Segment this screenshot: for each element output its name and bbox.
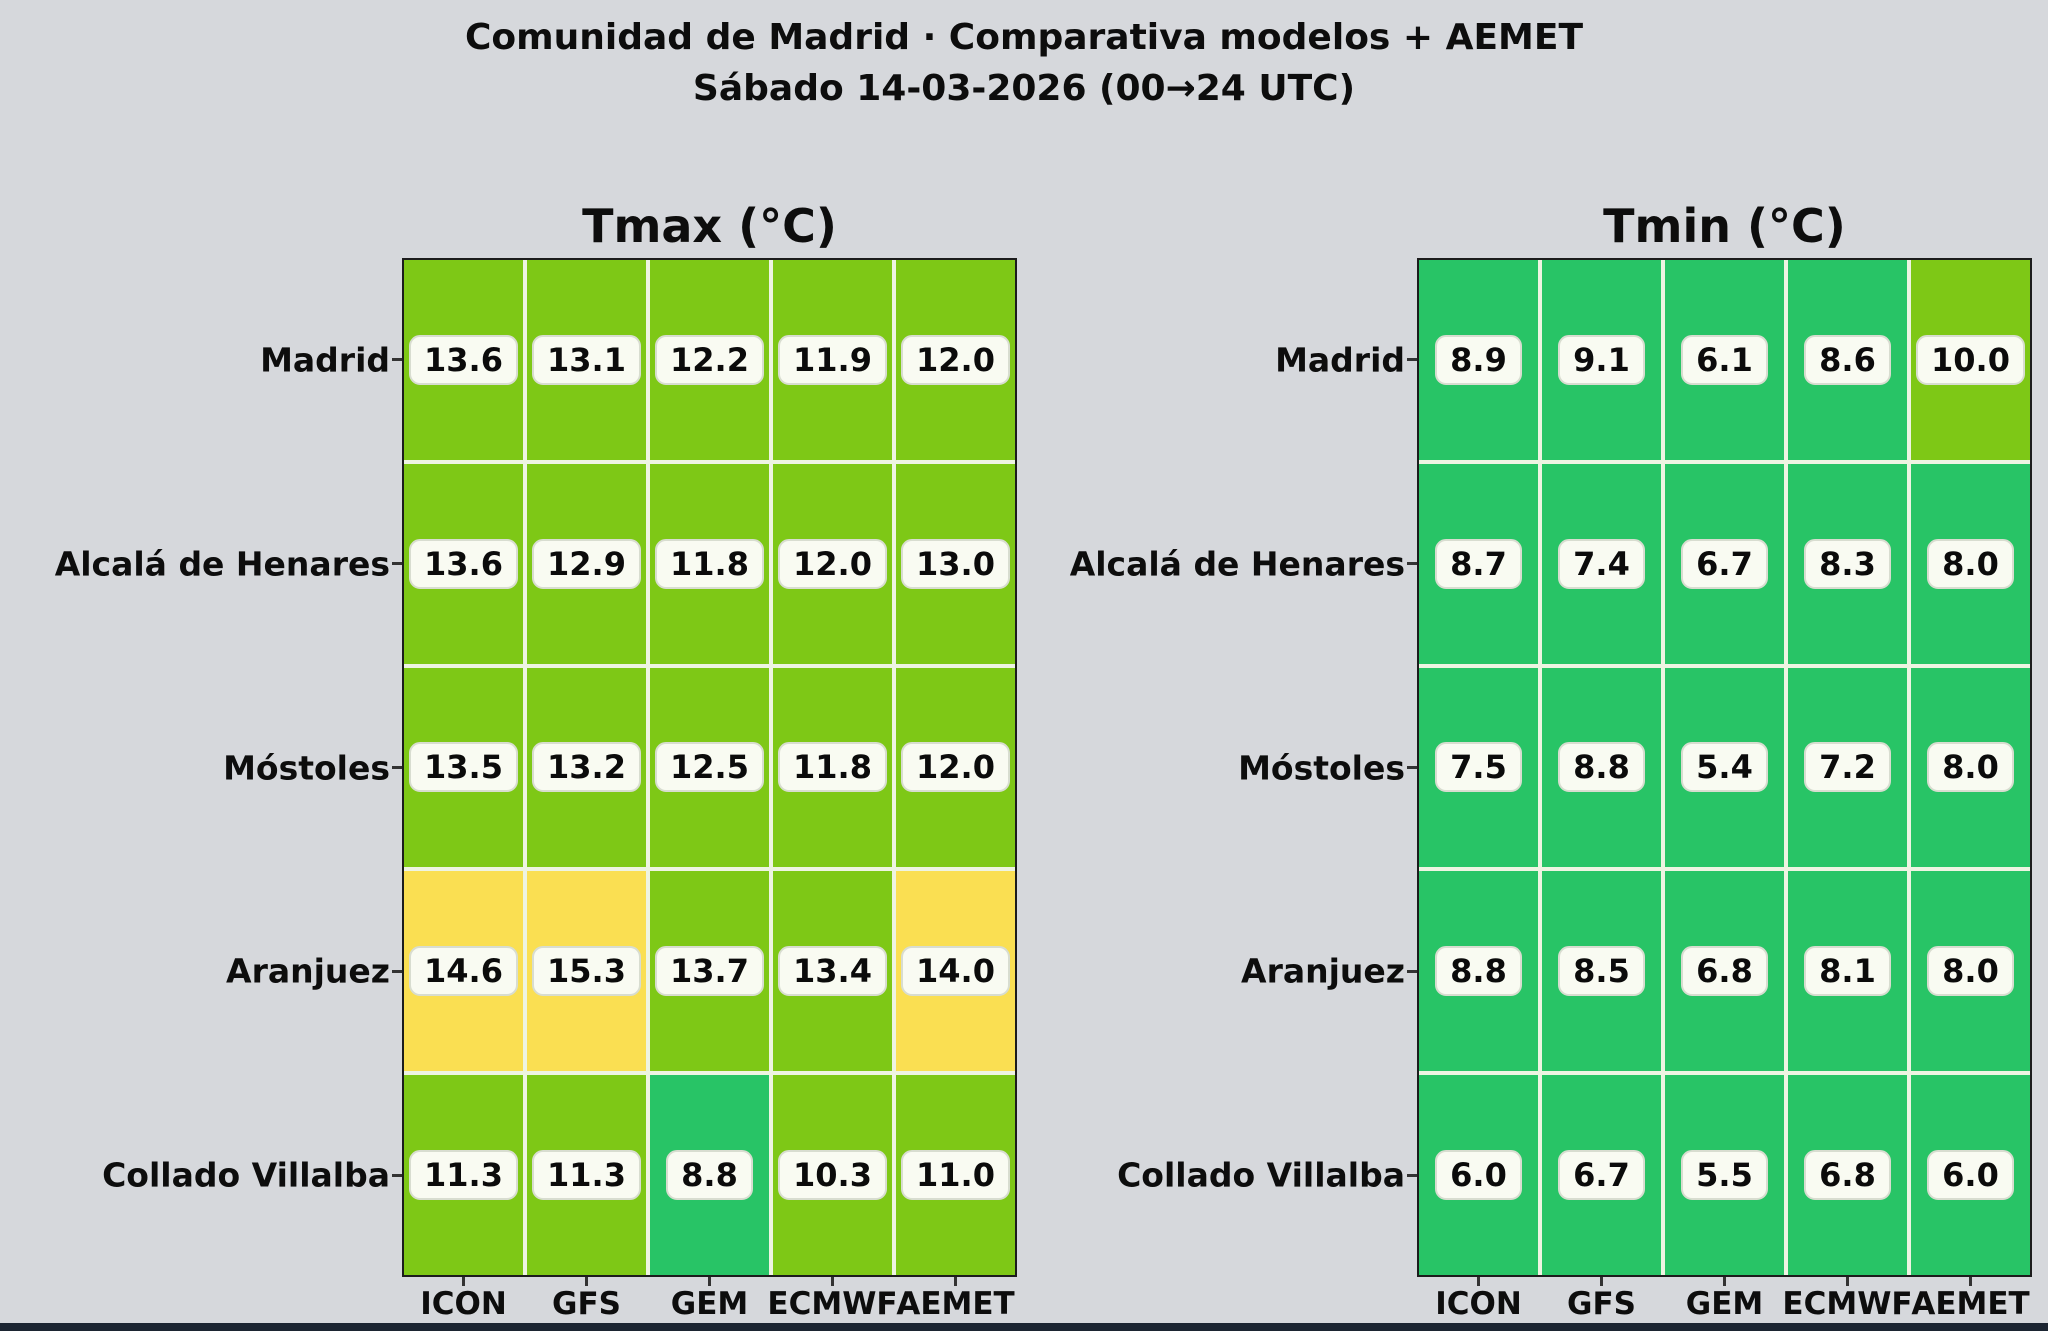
heatmap-cell bbox=[1788, 1075, 1907, 1275]
cell-value-badge: 8.3 bbox=[1804, 539, 1891, 589]
column-tick-mark bbox=[831, 1277, 834, 1286]
heatmap-cell bbox=[650, 464, 769, 664]
row-tick-mark bbox=[1407, 562, 1417, 565]
cell-value-badge: 13.2 bbox=[532, 742, 641, 792]
column-label: GEM bbox=[670, 1286, 749, 1322]
cell-value-badge: 8.0 bbox=[1927, 742, 2014, 792]
row-label: Aranjuez bbox=[226, 951, 390, 991]
column-label: GFS bbox=[552, 1286, 621, 1322]
heatmap-cell bbox=[773, 1075, 892, 1275]
cell-value-badge: 13.0 bbox=[901, 539, 1010, 589]
column-label: GFS bbox=[1567, 1286, 1636, 1322]
heatmap-cell bbox=[1665, 260, 1784, 460]
heatmap-cell bbox=[1542, 464, 1661, 664]
heatmap-cell bbox=[896, 464, 1015, 664]
cell-value-badge: 13.4 bbox=[778, 946, 887, 996]
heatmap-cell bbox=[404, 464, 523, 664]
row-label: Collado Villalba bbox=[1117, 1155, 1405, 1195]
heatmap-cell bbox=[650, 871, 769, 1071]
subplot-title-tmax: Tmax (°C) bbox=[582, 199, 837, 253]
cell-value-badge: 8.1 bbox=[1804, 946, 1891, 996]
heatmap-cell bbox=[527, 871, 646, 1071]
heatmap-cell bbox=[1542, 1075, 1661, 1275]
heatmap-cell bbox=[896, 1075, 1015, 1275]
cell-value-badge: 8.7 bbox=[1435, 539, 1522, 589]
column-tick-mark bbox=[1969, 1277, 1972, 1286]
heatmap-cell bbox=[1419, 668, 1538, 868]
heatmap-cell bbox=[1788, 464, 1907, 664]
column-tick-mark bbox=[462, 1277, 465, 1286]
heatmap-cell bbox=[1911, 464, 2030, 664]
cell-value-badge: 11.3 bbox=[532, 1150, 641, 1200]
cell-value-badge: 13.1 bbox=[532, 335, 641, 385]
row-label: Móstoles bbox=[223, 748, 390, 787]
heatmap-cell bbox=[650, 668, 769, 868]
cell-value-badge: 6.8 bbox=[1804, 1150, 1891, 1200]
heatmap-cell bbox=[896, 871, 1015, 1071]
cell-value-badge: 11.9 bbox=[778, 335, 887, 385]
row-label: Móstoles bbox=[1238, 748, 1405, 787]
heatmap-cell bbox=[1911, 1075, 2030, 1275]
heatmap-cell bbox=[1788, 260, 1907, 460]
row-tick-mark bbox=[392, 358, 402, 361]
heatmap-cell bbox=[1665, 464, 1784, 664]
cell-value-badge: 8.8 bbox=[1558, 742, 1645, 792]
heatmap-cell bbox=[773, 464, 892, 664]
heatmap-cell bbox=[527, 260, 646, 460]
main-title-line2: Sábado 14-03-2026 (00→24 UTC) bbox=[692, 68, 1356, 110]
heatmap-cell bbox=[1542, 260, 1661, 460]
heatmap-cell bbox=[404, 871, 523, 1071]
cell-value-badge: 5.5 bbox=[1681, 1150, 1768, 1200]
cell-value-badge: 6.0 bbox=[1435, 1150, 1522, 1200]
heatmap-tmin bbox=[1417, 258, 2032, 1277]
heatmap-cell bbox=[1911, 260, 2030, 460]
row-tick-mark bbox=[392, 562, 402, 565]
row-tick-mark bbox=[1407, 358, 1417, 361]
cell-value-badge: 8.6 bbox=[1804, 335, 1891, 385]
column-tick-mark bbox=[1477, 1277, 1480, 1286]
heatmap-cell bbox=[527, 1075, 646, 1275]
column-label: AEMET bbox=[1911, 1286, 2030, 1322]
row-tick-mark bbox=[1407, 1174, 1417, 1177]
cell-value-badge: 12.0 bbox=[901, 742, 1010, 792]
row-label: Collado Villalba bbox=[102, 1155, 390, 1195]
heatmap-cell bbox=[1665, 1075, 1784, 1275]
cell-value-badge: 8.8 bbox=[1435, 946, 1522, 996]
cell-value-badge: 8.5 bbox=[1558, 946, 1645, 996]
cell-value-badge: 7.4 bbox=[1558, 539, 1645, 589]
footer-bar bbox=[0, 1323, 2048, 1331]
cell-value-badge: 10.0 bbox=[1916, 335, 2025, 385]
cell-value-badge: 11.0 bbox=[901, 1150, 1010, 1200]
column-label: ECMWF bbox=[767, 1286, 898, 1322]
column-tick-mark bbox=[585, 1277, 588, 1286]
heatmap-cell bbox=[1419, 1075, 1538, 1275]
column-label: ICON bbox=[420, 1286, 507, 1322]
main-title bbox=[0, 12, 2048, 114]
row-tick-mark bbox=[392, 766, 402, 769]
cell-value-badge: 12.9 bbox=[532, 539, 641, 589]
cell-value-badge: 14.0 bbox=[901, 946, 1010, 996]
cell-value-badge: 11.8 bbox=[778, 742, 887, 792]
heatmap-cell bbox=[650, 260, 769, 460]
cell-value-badge: 12.0 bbox=[778, 539, 887, 589]
row-tick-mark bbox=[1407, 766, 1417, 769]
cell-value-badge: 12.5 bbox=[655, 742, 764, 792]
cell-value-badge: 9.1 bbox=[1558, 335, 1645, 385]
heatmap-cell bbox=[650, 1075, 769, 1275]
heatmap-cell bbox=[1419, 260, 1538, 460]
heatmap-cell bbox=[1665, 668, 1784, 868]
column-label: GEM bbox=[1685, 1286, 1764, 1322]
column-tick-mark bbox=[1723, 1277, 1726, 1286]
cell-value-badge: 8.0 bbox=[1927, 539, 2014, 589]
column-tick-mark bbox=[954, 1277, 957, 1286]
cell-value-badge: 8.8 bbox=[666, 1150, 753, 1200]
heatmap-cell bbox=[1665, 871, 1784, 1071]
column-tick-mark bbox=[1846, 1277, 1849, 1286]
heatmap-cell bbox=[527, 668, 646, 868]
heatmap-cell bbox=[404, 668, 523, 868]
cell-value-badge: 6.0 bbox=[1927, 1150, 2014, 1200]
row-tick-mark bbox=[392, 1174, 402, 1177]
row-tick-mark bbox=[392, 970, 402, 973]
column-label: AEMET bbox=[896, 1286, 1015, 1322]
heatmap-cell bbox=[1542, 871, 1661, 1071]
heatmap-cell bbox=[1788, 668, 1907, 868]
heatmap-cell bbox=[1419, 871, 1538, 1071]
heatmap-tmax bbox=[402, 258, 1017, 1277]
cell-value-badge: 6.1 bbox=[1681, 335, 1768, 385]
column-tick-mark bbox=[1600, 1277, 1603, 1286]
heatmap-cell bbox=[1788, 871, 1907, 1071]
cell-value-badge: 6.7 bbox=[1681, 539, 1768, 589]
column-label: ICON bbox=[1435, 1286, 1522, 1322]
row-label: Aranjuez bbox=[1241, 951, 1405, 991]
cell-value-badge: 8.9 bbox=[1435, 335, 1522, 385]
heatmap-cell bbox=[404, 260, 523, 460]
heatmap-cell bbox=[1542, 668, 1661, 868]
row-label: Alcalá de Henares bbox=[1069, 544, 1405, 584]
cell-value-badge: 6.8 bbox=[1681, 946, 1768, 996]
heatmap-cell bbox=[1419, 464, 1538, 664]
cell-value-badge: 13.6 bbox=[409, 335, 518, 385]
cell-value-badge: 13.5 bbox=[409, 742, 518, 792]
column-tick-mark bbox=[708, 1277, 711, 1286]
cell-value-badge: 15.3 bbox=[532, 946, 641, 996]
cell-value-badge: 7.5 bbox=[1435, 742, 1522, 792]
cell-value-badge: 11.3 bbox=[409, 1150, 518, 1200]
heatmap-cell bbox=[896, 260, 1015, 460]
cell-value-badge: 8.0 bbox=[1927, 946, 2014, 996]
heatmap-cell bbox=[527, 464, 646, 664]
cell-value-badge: 11.8 bbox=[655, 539, 764, 589]
cell-value-badge: 7.2 bbox=[1804, 742, 1891, 792]
cell-value-badge: 10.3 bbox=[778, 1150, 887, 1200]
row-tick-mark bbox=[1407, 970, 1417, 973]
cell-value-badge: 13.6 bbox=[409, 539, 518, 589]
cell-value-badge: 6.7 bbox=[1558, 1150, 1645, 1200]
cell-value-badge: 14.6 bbox=[409, 946, 518, 996]
subplot-title-tmin: Tmin (°C) bbox=[1603, 199, 1846, 253]
cell-value-badge: 13.7 bbox=[655, 946, 764, 996]
column-label: ECMWF bbox=[1782, 1286, 1913, 1322]
row-label: Madrid bbox=[1275, 340, 1405, 380]
row-label: Madrid bbox=[260, 340, 390, 380]
row-label: Alcalá de Henares bbox=[54, 544, 390, 584]
heatmap-cell bbox=[1911, 668, 2030, 868]
heatmap-cell bbox=[773, 871, 892, 1071]
main-title-line1: Comunidad de Madrid · Comparativa modelos + AEMET bbox=[464, 17, 1584, 58]
cell-value-badge: 12.0 bbox=[901, 335, 1010, 385]
heatmap-cell bbox=[1911, 871, 2030, 1071]
cell-value-badge: 5.4 bbox=[1681, 742, 1768, 792]
heatmap-cell bbox=[773, 668, 892, 868]
heatmap-cell bbox=[404, 1075, 523, 1275]
heatmap-cell bbox=[896, 668, 1015, 868]
cell-value-badge: 12.2 bbox=[655, 335, 764, 385]
heatmap-cell bbox=[773, 260, 892, 460]
